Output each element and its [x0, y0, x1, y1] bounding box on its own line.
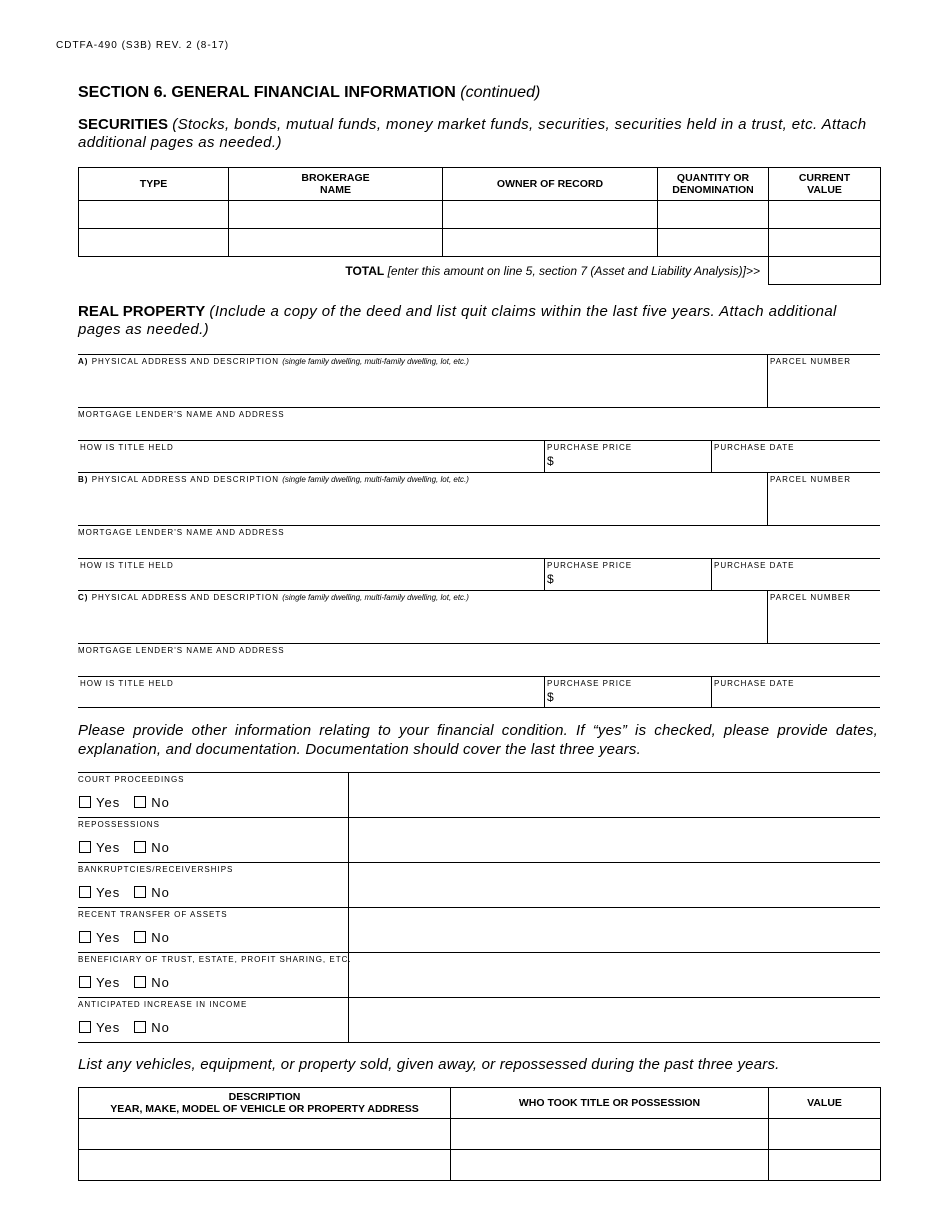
securities-header-row: [79, 168, 881, 201]
court-proceedings-label: COURT PROCEEDINGS: [78, 775, 185, 784]
securities-table: [78, 167, 881, 285]
property-a-address-row: [78, 354, 880, 407]
bankruptcies-label: BANKRUPTCIES/RECEIVERSHIPS: [78, 865, 234, 874]
no-label: No: [151, 795, 170, 810]
explanation-field[interactable]: [348, 818, 880, 862]
value-field[interactable]: [769, 1150, 881, 1181]
vehicles-header-row: [79, 1088, 881, 1119]
list-item: [78, 908, 880, 953]
securities-note: (Stocks, bonds, mutual funds, money market funds, securities, securities held in a trust, etc. Attach additional pages as needed.): [78, 116, 867, 151]
table-row: [79, 1150, 881, 1181]
vehicles-intro: List any vehicles, equipment, or property sold, given away, or repossessed during the past three years.: [78, 1056, 780, 1073]
explanation-field[interactable]: [348, 863, 880, 907]
quantity-field[interactable]: [658, 229, 769, 257]
item-label-cell: [78, 863, 348, 907]
col-value: VALUE: [769, 1088, 881, 1119]
item-label-cell: [78, 908, 348, 952]
yes-label: Yes: [96, 840, 121, 855]
property-c-address-label: C) PHYSICAL ADDRESS AND DESCRIPTION (single family dwelling, multi-family dwelling, lot, etc.): [78, 593, 469, 602]
item-label-cell: [78, 953, 352, 997]
no-label: No: [151, 975, 170, 990]
property-a-address-field[interactable]: [78, 355, 767, 407]
mortgage-lender-label: MORTGAGE LENDER'S NAME AND ADDRESS: [78, 410, 285, 419]
dollar-sign: $: [547, 572, 554, 586]
brokerage-name-field[interactable]: [229, 201, 443, 229]
yes-label: Yes: [96, 1020, 121, 1035]
yes-checkbox[interactable]: [79, 796, 91, 808]
yes-label: Yes: [96, 975, 121, 990]
current-value-field[interactable]: [769, 201, 881, 229]
anticipated-increase-label: ANTICIPATED INCREASE IN INCOME: [78, 1000, 248, 1009]
no-label: No: [151, 885, 170, 900]
type-field[interactable]: [79, 201, 229, 229]
col-type: TYPE: [79, 168, 229, 201]
yes-checkbox[interactable]: [79, 976, 91, 988]
transfer-of-assets-label: RECENT TRANSFER OF ASSETS: [78, 910, 228, 919]
property-b-mortgage-row[interactable]: [78, 525, 880, 558]
property-a-mortgage-row[interactable]: [78, 407, 880, 440]
description-field[interactable]: [79, 1150, 451, 1181]
property-c-mortgage-row[interactable]: [78, 643, 880, 676]
description-field[interactable]: [79, 1119, 451, 1150]
repossessions-label: REPOSSESSIONS: [78, 820, 160, 829]
no-label: No: [151, 930, 170, 945]
parcel-number-label: PARCEL NUMBER: [770, 357, 852, 366]
no-checkbox[interactable]: [134, 931, 146, 943]
col-description: DESCRIPTION YEAR, MAKE, MODEL OF VEHICLE OR PROPERTY ADDRESS: [79, 1088, 451, 1119]
mortgage-lender-label: MORTGAGE LENDER'S NAME AND ADDRESS: [78, 646, 285, 655]
yes-no-group: [79, 885, 170, 900]
item-label-cell: [78, 773, 348, 817]
total-value-field[interactable]: [769, 257, 881, 285]
table-row: [79, 229, 881, 257]
yes-label: Yes: [96, 885, 121, 900]
property-b-address-label: B) PHYSICAL ADDRESS AND DESCRIPTION (single family dwelling, multi-family dwelling, lot, etc.): [78, 475, 469, 484]
property-b-parcel-field[interactable]: [767, 473, 880, 525]
col-quantity: QUANTITY OR DENOMINATION: [658, 168, 769, 201]
type-field[interactable]: [79, 229, 229, 257]
property-c-address-field[interactable]: [78, 591, 767, 643]
purchase-date-label: PURCHASE DATE: [714, 679, 795, 688]
no-label: No: [151, 840, 170, 855]
yes-label: Yes: [96, 930, 121, 945]
real-property-heading: [78, 303, 868, 339]
yes-no-group: [79, 930, 170, 945]
current-value-field[interactable]: [769, 229, 881, 257]
property-b-date-field[interactable]: [711, 559, 880, 590]
value-field[interactable]: [769, 1119, 881, 1150]
yes-no-group: [79, 795, 170, 810]
mortgage-lender-label: MORTGAGE LENDER'S NAME AND ADDRESS: [78, 528, 285, 537]
yes-no-group: [79, 1020, 170, 1035]
col-who-took-title: WHO TOOK TITLE OR POSSESSION: [451, 1088, 769, 1119]
beneficiary-label: BENEFICIARY OF TRUST, ESTATE, PROFIT SHARING, ETC.: [78, 955, 352, 964]
explanation-field[interactable]: [348, 953, 880, 997]
property-b-title-field[interactable]: [78, 559, 544, 590]
owner-of-record-field[interactable]: [443, 229, 658, 257]
page-title: [78, 84, 540, 102]
form-code: CDTFA-490 (S3B) REV. 2 (8-17): [56, 40, 230, 51]
property-a-address-label: A) PHYSICAL ADDRESS AND DESCRIPTION (single family dwelling, multi-family dwelling, lot, etc.): [78, 357, 469, 366]
property-b-address-row: [78, 472, 880, 525]
property-c-title-row: [78, 676, 880, 708]
property-c-date-field[interactable]: [711, 677, 880, 707]
total-label-text: TOTAL: [345, 263, 385, 278]
col-brokerage-name: BROKERAGE NAME: [229, 168, 443, 201]
col-current-value: CURRENT VALUE: [769, 168, 881, 201]
securities-title: SECURITIES: [78, 116, 169, 133]
list-item: [78, 818, 880, 863]
property-b-title-row: [78, 558, 880, 590]
owner-of-record-field[interactable]: [443, 201, 658, 229]
property-c-address-row: [78, 590, 880, 643]
property-b-address-field[interactable]: [78, 473, 767, 525]
list-item: [78, 773, 880, 818]
parcel-number-label: PARCEL NUMBER: [770, 593, 852, 602]
item-label-cell: [78, 818, 348, 862]
title-held-label: HOW IS TITLE HELD: [80, 561, 174, 570]
property-a-price-field[interactable]: [544, 441, 711, 472]
property-a-parcel-field[interactable]: [767, 355, 880, 407]
title-held-label: HOW IS TITLE HELD: [80, 679, 174, 688]
total-label: [79, 257, 769, 285]
who-took-title-field[interactable]: [451, 1150, 769, 1181]
col-owner-of-record: OWNER OF RECORD: [443, 168, 658, 201]
dollar-sign: $: [547, 690, 554, 704]
property-c-parcel-field[interactable]: [767, 591, 880, 643]
property-c-price-field[interactable]: [544, 677, 711, 707]
no-checkbox[interactable]: [134, 841, 146, 853]
explanation-field[interactable]: [348, 998, 880, 1042]
securities-total-row: [79, 257, 881, 285]
yes-no-group: [79, 840, 170, 855]
table-row: [79, 1119, 881, 1150]
dollar-sign: $: [547, 454, 554, 468]
table-row: [79, 201, 881, 229]
no-checkbox[interactable]: [134, 976, 146, 988]
yes-no-group: [79, 975, 170, 990]
item-label-cell: [78, 998, 348, 1042]
purchase-date-label: PURCHASE DATE: [714, 443, 795, 452]
yes-checkbox[interactable]: [79, 931, 91, 943]
explanation-field[interactable]: [348, 908, 880, 952]
no-checkbox[interactable]: [134, 1021, 146, 1033]
no-checkbox[interactable]: [134, 886, 146, 898]
yes-checkbox[interactable]: [79, 841, 91, 853]
property-a-date-field[interactable]: [711, 441, 880, 472]
title-held-label: HOW IS TITLE HELD: [80, 443, 174, 452]
real-property-note: (Include a copy of the deed and list quit claims within the last five years. Attach additional pages as needed.): [78, 303, 837, 338]
parcel-number-label: PARCEL NUMBER: [770, 475, 852, 484]
property-c-title-field[interactable]: [78, 677, 544, 707]
quantity-field[interactable]: [658, 201, 769, 229]
list-item: [78, 953, 880, 998]
financial-condition-table: [78, 772, 880, 1043]
yes-checkbox[interactable]: [79, 1021, 91, 1033]
other-info-intro: Please provide other information relating to your financial condition. If “yes” is checked, please provide dates, explanation, and documentation. Documentation should cover the last three years.: [78, 722, 878, 758]
total-note: [enter this amount on line 5, section 7 (Asset and Liability Analysis)]>>: [387, 263, 760, 278]
page-title-suffix: (continued): [460, 84, 541, 101]
page-title-text: SECTION 6. GENERAL FINANCIAL INFORMATION: [78, 84, 456, 101]
purchase-date-label: PURCHASE DATE: [714, 561, 795, 570]
property-a-title-field[interactable]: [78, 441, 544, 472]
yes-checkbox[interactable]: [79, 886, 91, 898]
yes-label: Yes: [96, 795, 121, 810]
purchase-price-label: PURCHASE PRICE: [547, 443, 633, 452]
property-a-title-row: [78, 440, 880, 472]
list-item: [78, 863, 880, 908]
no-label: No: [151, 1020, 170, 1035]
no-checkbox[interactable]: [134, 796, 146, 808]
who-took-title-field[interactable]: [451, 1119, 769, 1150]
securities-heading: [78, 116, 868, 152]
property-b-price-field[interactable]: [544, 559, 711, 590]
explanation-field[interactable]: [348, 773, 880, 817]
list-item: [78, 998, 880, 1043]
purchase-price-label: PURCHASE PRICE: [547, 561, 633, 570]
real-property-title: REAL PROPERTY: [78, 303, 206, 320]
brokerage-name-field[interactable]: [229, 229, 443, 257]
vehicles-table: [78, 1087, 881, 1181]
purchase-price-label: PURCHASE PRICE: [547, 679, 633, 688]
